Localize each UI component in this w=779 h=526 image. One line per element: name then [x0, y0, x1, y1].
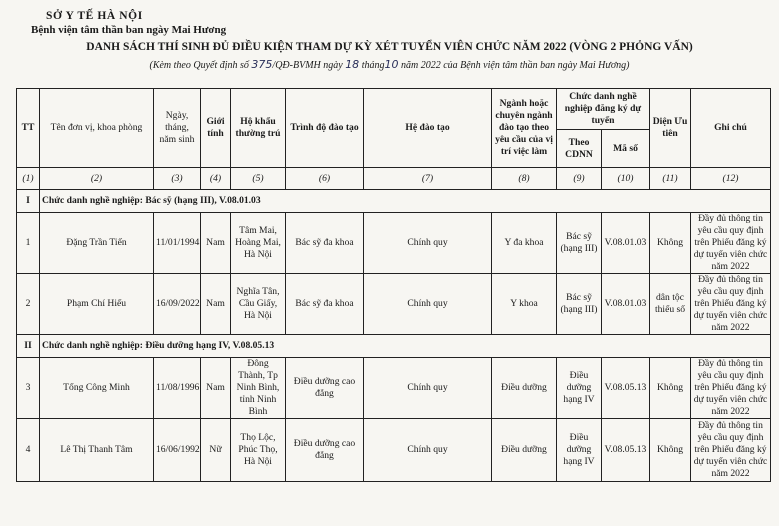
- cell-tt: 4: [17, 418, 40, 481]
- col-header-title-group: Chức danh nghề nghiệp đăng ký dự tuyển: [557, 89, 650, 130]
- col-header-unit: Tên đơn vị, khoa phòng: [40, 89, 154, 168]
- cell-training: Chính quy: [364, 273, 492, 334]
- cell-tt: 3: [17, 357, 40, 418]
- document-title: DANH SÁCH THÍ SINH ĐỦ ĐIỀU KIỆN THAM DỰ KỲ XÉT TUYỂN VIÊN CHỨC NĂM 2022 (VÒNG 2 PHỎNG VẤN): [86, 41, 693, 53]
- cell-cdnn: Điều dưỡng hạng IV: [557, 357, 602, 418]
- cell-degree: Bác sỹ đa khoa: [286, 273, 364, 334]
- cell-gender: Nữ: [201, 418, 231, 481]
- column-number: (8): [492, 168, 557, 190]
- cell-note: Đầy đủ thông tin yêu cầu quy định trên Phiếu đăng ký dự tuyển viên chức năm 2022: [691, 213, 771, 274]
- cell-training: Chính quy: [364, 357, 492, 418]
- candidate-table: [16, 88, 771, 482]
- cell-gender: Nam: [201, 357, 231, 418]
- section-label: Chức danh nghề nghiệp: Điều dưỡng hạng IV, V.08.05.13: [40, 334, 771, 357]
- cell-major: Điều dưỡng: [492, 357, 557, 418]
- table-row: [17, 357, 771, 418]
- document-header: [0, 0, 779, 88]
- cell-dob: 11/01/1994: [154, 213, 201, 274]
- cell-dob: 16/06/1992: [154, 418, 201, 481]
- cell-residence: Thọ Lộc, Phúc Thọ, Hà Nội: [231, 418, 286, 481]
- cell-training: Chính quy: [364, 213, 492, 274]
- section-roman: I: [17, 190, 40, 213]
- cell-degree: Bác sỹ đa khoa: [286, 213, 364, 274]
- col-header-tt: TT: [17, 89, 40, 168]
- cell-major: Y khoa: [492, 273, 557, 334]
- column-number: (2): [40, 168, 154, 190]
- col-header-degree: Trình độ đào tạo: [286, 89, 364, 168]
- column-number: (1): [17, 168, 40, 190]
- cell-name: Lê Thị Thanh Tâm: [40, 418, 154, 481]
- hospital-name: Bệnh viện tâm thần ban ngày Mai Hương: [31, 24, 227, 36]
- column-number: (9): [557, 168, 602, 190]
- cell-gender: Nam: [201, 213, 231, 274]
- subtitle-mid-2: tháng: [361, 60, 385, 71]
- document-subtitle: [0, 58, 779, 71]
- col-header-major: Ngành hoặc chuyên ngành đào tạo theo yêu cầu của vị trí việc làm: [492, 89, 557, 168]
- cell-code: V.08.01.03: [602, 213, 650, 274]
- table-row: [17, 213, 771, 274]
- cell-name: Phạm Chí Hiếu: [40, 273, 154, 334]
- cell-degree: Điều dưỡng cao đẳng: [286, 357, 364, 418]
- column-number: (5): [231, 168, 286, 190]
- cell-cdnn: Bác sỹ (hạng III): [557, 273, 602, 334]
- cell-tt: 1: [17, 213, 40, 274]
- cell-tt: 2: [17, 273, 40, 334]
- decision-day: 18: [345, 58, 360, 71]
- cell-major: Điều dưỡng: [492, 418, 557, 481]
- cell-gender: Nam: [201, 273, 231, 334]
- cell-degree: Điều dưỡng cao đẳng: [286, 418, 364, 481]
- cell-residence: Tâm Mai, Hoàng Mai, Hà Nội: [231, 213, 286, 274]
- cell-priority: Không: [650, 213, 691, 274]
- table-row: [17, 418, 771, 481]
- cell-priority: Không: [650, 418, 691, 481]
- subtitle-prefix: (Kèm theo Quyết định số: [149, 60, 249, 71]
- col-header-gender: Giới tính: [201, 89, 231, 168]
- cell-note: Đầy đủ thông tin yêu cầu quy định trên Phiếu đăng ký dự tuyển viên chức năm 2022: [691, 357, 771, 418]
- col-header-priority: Diện Ưu tiên: [650, 89, 691, 168]
- cell-training: Chính quy: [364, 418, 492, 481]
- section-row: [17, 190, 771, 213]
- cell-cdnn: Điều dưỡng hạng IV: [557, 418, 602, 481]
- section-label: Chức danh nghề nghiệp: Bác sỹ (hạng III), V.08.01.03: [40, 190, 771, 213]
- col-header-residence: Hộ khẩu thường trú: [231, 89, 286, 168]
- cell-residence: Đông Thành, Tp Ninh Bình, tỉnh Ninh Bình: [231, 357, 286, 418]
- cell-note: Đầy đủ thông tin yêu cầu quy định trên Phiếu đăng ký dự tuyển viên chức năm 2022: [691, 418, 771, 481]
- column-number: (12): [691, 168, 771, 190]
- cell-code: V.08.05.13: [602, 357, 650, 418]
- column-number: (3): [154, 168, 201, 190]
- cell-residence: Nghĩa Tân, Cầu Giấy, Hà Nội: [231, 273, 286, 334]
- cell-code: V.08.05.13: [602, 418, 650, 481]
- subtitle-suffix: năm 2022 của Bệnh viện tâm thần ban ngày Mai Hương): [400, 60, 630, 71]
- column-number: (6): [286, 168, 364, 190]
- column-number: (4): [201, 168, 231, 190]
- cell-priority: Không: [650, 357, 691, 418]
- column-number: (10): [602, 168, 650, 190]
- table-row: [17, 273, 771, 334]
- cell-cdnn: Bác sỹ (hạng III): [557, 213, 602, 274]
- cell-major: Y đa khoa: [492, 213, 557, 274]
- cell-note: Đầy đủ thông tin yêu cầu quy định trên Phiếu đăng ký dự tuyển viên chức năm 2022: [691, 273, 771, 334]
- decision-month: 10: [384, 58, 399, 71]
- cell-priority: dân tộc thiểu số: [650, 273, 691, 334]
- cell-code: V.08.01.03: [602, 273, 650, 334]
- cell-name: Đặng Trần Tiến: [40, 213, 154, 274]
- col-header-note: Ghi chú: [691, 89, 771, 168]
- subtitle-mid-1: /QĐ-BVMH ngày: [272, 60, 343, 71]
- cell-name: Tống Công Minh: [40, 357, 154, 418]
- col-header-dob: Ngày, tháng, năm sinh: [154, 89, 201, 168]
- section-roman: II: [17, 334, 40, 357]
- col-header-training: Hệ đào tạo: [364, 89, 492, 168]
- header-row: [17, 89, 771, 130]
- column-number-row: [17, 168, 771, 190]
- column-number: (7): [364, 168, 492, 190]
- decision-number: 375: [251, 58, 273, 71]
- col-header-cdnn: Theo CDNN: [557, 130, 602, 168]
- section-row: [17, 334, 771, 357]
- cell-dob: 16/09/2022: [154, 273, 201, 334]
- column-number: (11): [650, 168, 691, 190]
- col-header-code: Mã số: [602, 130, 650, 168]
- cell-dob: 11/08/1996: [154, 357, 201, 418]
- ministry-name: SỞ Y TẾ HÀ NỘI: [46, 10, 143, 22]
